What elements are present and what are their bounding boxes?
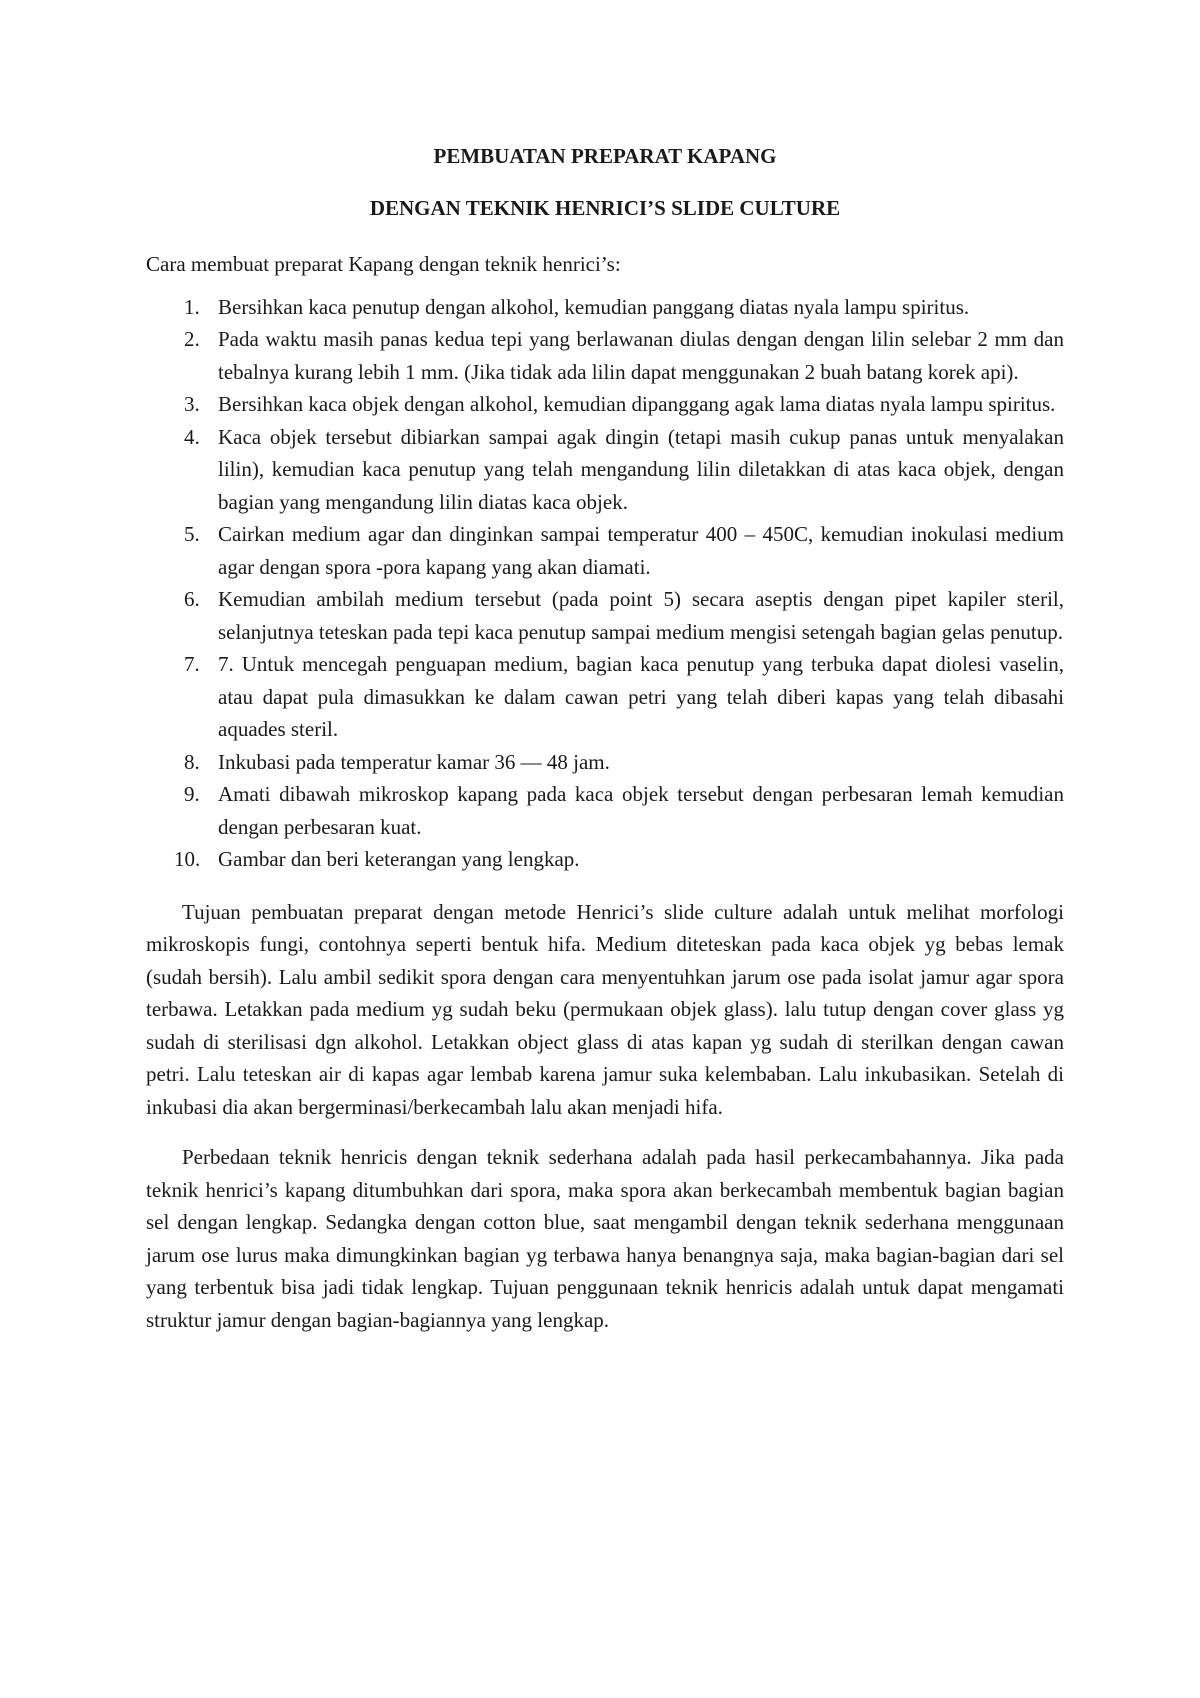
document-page xyxy=(146,140,1064,1336)
list-item xyxy=(146,388,1064,421)
list-item-number: 7. xyxy=(184,652,200,676)
paragraph-comparison: Perbedaan teknik henricis dengan teknik sederhana adalah pada hasil perkecambahannya. Jika pada teknik henrici’s kapang ditumbuhkan dari spora, maka spora akan berkecambah membentuk bagian bagian sel dengan lengkap. Sedangka dengan cotton blue, saat mengambil dengan teknik sederhana menggunaan jarum ose lurus maka dimungkinkan bagian yg terbawa hanya benangnya saja, maka bagian-bagian dari sel yang terbentuk bisa jadi tidak lengkap. Tujuan penggunaan teknik henricis adalah untuk dapat mengamati struktur jamur dengan bagian-bagiannya yang lengkap. xyxy=(146,1145,1064,1332)
list-item-number: 4. xyxy=(184,424,200,449)
list-item xyxy=(146,648,1064,746)
list-item-text: Kemudian ambilah medium tersebut (pada point 5) secara aseptis dengan pipet kapiler steril, selanjutnya teteskan pada tepi kaca penutup sampai medium mengisi setengah bagian gelas penutup. xyxy=(218,587,1064,644)
intro-text: Cara membuat preparat Kapang dengan teknik henrici’s: xyxy=(146,252,621,276)
list-item-text: Inkubasi pada temperatur kamar 36 — 48 jam. xyxy=(218,749,610,774)
list-item xyxy=(146,323,1064,388)
list-item-text: Amati dibawah mikroskop kapang pada kaca objek tersebut dengan perbesaran lemah kemudian dengan perbesaran kuat. xyxy=(218,782,1064,839)
list-item-text: Gambar dan beri keterangan yang lengkap. xyxy=(218,847,580,871)
list-item-number: 10. xyxy=(174,847,201,871)
list-item xyxy=(146,746,1064,779)
steps-list xyxy=(146,291,1064,876)
list-item-number: 3. xyxy=(184,392,200,416)
list-item-text: Cairkan medium agar dan dinginkan sampai temperatur 400 – 450C, kemudian inokulasi medium agar dengan spora -pora kapang yang akan diamati. xyxy=(218,522,1064,579)
list-item-number: 5. xyxy=(184,522,200,546)
list-item xyxy=(146,291,1064,324)
paragraph-purpose: Tujuan pembuatan preparat dengan metode Henrici’s slide culture adalah untuk melihat morfologi mikroskopis fungi, contohnya seperti bentuk hifa. Medium diteteskan pada kaca objek yg bebas lemak (sudah bersih). Lalu ambil sedikit spora dengan cara menyentuhkan jarum ose pada isolat jamur agar spora terbawa. Letakkan pada medium yg sudah beku (permukaan objek glass). lalu tutup dengan cover glass yg sudah di sterilisasi dgn alkohol. Letakkan object glass di atas kapan yg sudah di sterilkan dengan cawan petri. Lalu teteskan air di kapas agar lembab karena jamur suka kelembaban. Lalu inkubasikan. Setelah di inkubasi dia akan bergerminasi/berkecambah lalu akan menjadi hifa. xyxy=(146,899,1064,1119)
list-item-number: 9. xyxy=(184,782,200,806)
document-subtitle: DENGAN TEKNIK HENRICI’S SLIDE CULTURE xyxy=(369,196,841,220)
list-item-number: 6. xyxy=(184,587,200,611)
list-item-text: Pada waktu masih panas kedua tepi yang berlawanan diulas dengan dengan lilin selebar 2 mm dan tebalnya kurang lebih 1 mm. (Jika tidak ada lilin dapat menggunakan 2 buah batang korek api). xyxy=(218,327,1064,384)
list-item-number: 8. xyxy=(184,749,200,774)
list-item-text: Bersihkan kaca penutup dengan alkohol, kemudian panggang diatas nyala lampu spiritus. xyxy=(218,294,970,319)
list-item-text: 7. Untuk mencegah penguapan medium, bagian kaca penutup yang terbuka dapat diolesi vaselin, atau dapat pula dimasukkan ke dalam cawan petri yang telah diberi kapas yang telah dibasahi aquades steril. xyxy=(218,652,1064,741)
list-item xyxy=(146,421,1064,519)
list-item-number: 1. xyxy=(184,294,200,319)
list-item xyxy=(146,778,1064,843)
list-item-text: Bersihkan kaca objek dengan alkohol, kemudian dipanggang agak lama diatas nyala lampu spiritus. xyxy=(218,392,1056,416)
list-item xyxy=(146,583,1064,648)
list-item-number: 2. xyxy=(184,327,200,351)
list-item-text: Kaca objek tersebut dibiarkan sampai agak dingin (tetapi masih cukup panas untuk menyalakan lilin), kemudian kaca penutup yang telah mengandung lilin diletakkan di atas kaca objek, dengan bagian yang mengandung lilin diatas kaca objek. xyxy=(218,424,1064,514)
list-item xyxy=(146,843,1064,876)
list-item xyxy=(146,518,1064,583)
document-title: PEMBUATAN PREPARAT KAPANG xyxy=(433,144,777,168)
